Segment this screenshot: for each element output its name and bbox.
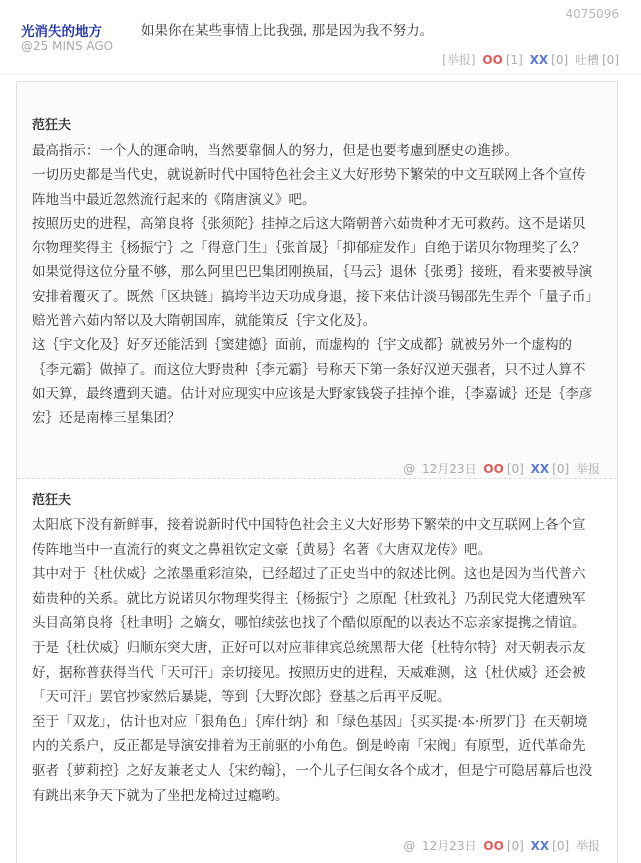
xx-button[interactable]: XX — [530, 839, 550, 853]
comment-paragraph: 如果觉得这位分量不够，那么阿里巴巴集团刚换届，｛马云｝退休｛张勇｝接班，看来要被导演安排着覆灭了。既然「区块链」搞垮半边天功成身退，接下来估计淡马锡邵先生弄个「量子币」赔光普六茹内帑以及大隋朝国库，就能策反｛宇文化及｝。 — [32, 264, 593, 330]
comment-date[interactable]: 12月23日 — [422, 839, 477, 853]
oo-count: [1] — [505, 53, 523, 67]
oo-button[interactable]: OO — [483, 462, 504, 476]
comment-body — [32, 139, 597, 431]
oo-button[interactable]: OO — [482, 53, 503, 67]
oo-count: [0] — [506, 839, 524, 853]
comment-paragraph: 至于「双龙」，估计也对应「狠角色」｛库什纳｝和「绿色基因」｛买买提·本·所罗门｝在天朝境内的关系户，反正都是导演安排着为王前驱的小角色。倒是岭南「宋阀」有原型，近代革命先驱者｛萝莉控｝之好友兼老丈人｛宋约翰｝，一个儿子仨闺女各个成才，但是宁可隐居幕后也没有跳出来争天下就为了坐把龙椅过过瘾哟。 — [32, 713, 593, 804]
comment-paragraph: 这｛宇文化及｝好歹还能活到｛窦建德｝面前，而虚构的｛宇文成都｝就被另外一个虚构的｛李元霸｝做掉了。而这位大野贵种｛李元霸｝号称天下第一条好汉逆天强者，只不过人算不如天算，最终遭到天谴。估计对应现实中应该是大野家钱袋子挂掉个谁，｛李嘉诚｝还是｛李彦宏｝还是南棒三星集团？ — [32, 337, 593, 427]
post-header — [0, 0, 641, 80]
xx-count: [0] — [551, 53, 569, 67]
report-button[interactable]: 举报 — [575, 839, 600, 853]
post-text: 如果你在某些事情上比我强, 那是因为我不努力。 — [141, 23, 434, 39]
xx-count: [0] — [552, 839, 570, 853]
divider — [0, 74, 641, 75]
comment-footer — [400, 460, 600, 477]
comment-paragraph: 其中对于｛杜伏威｝之浓墨重彩渲染，已经超过了正史当中的叙述比例。这也是因为当代普六茹贵种的关系。就比方说诺贝尔物理奖得主｛杨振宁｝之原配｛杜致礼｝乃刮民党大佬遭殃军头目高第良将｛杜聿明｝之嫡女，哪怕续弦也找了个酷似原配的以表达不忘亲家提携之情谊。 — [32, 566, 586, 632]
oo-button[interactable]: OO — [483, 839, 504, 853]
comment-paragraph: 于是｛杜伏威｝归顺东突大唐，正好可以对应菲律宾总统黑帮大佬｛杜特尔特｝对天朝表示友好，据称普获得当代「天可汗」亲切接见。按照历史的进程，天威难测，这｛杜伏威｝还会被「天可汗」罢官抄家然后暴毙，等到｛大野次郎｝登基之后再平反呢。 — [32, 639, 586, 706]
comment — [17, 82, 617, 479]
xx-button[interactable]: XX — [529, 53, 549, 67]
comment-body — [32, 513, 597, 808]
tucao-count: [0] — [602, 53, 619, 67]
comment-list — [16, 81, 618, 863]
comment-paragraph: 太阳底下没有新鲜事，接着说新时代中国特色社会主义大好形势下繁荣的中文互联网上各个宣传阵地当中一直流行的爽文之鼻祖钦定文豪｛黄易｝名著《大唐双龙传》吧。 — [32, 517, 586, 558]
post-id[interactable]: 4075096 — [565, 7, 619, 21]
comment — [17, 480, 617, 863]
comment-paragraph: 最高指示：一个人的運命呐，当然要靠個人的努力，但是也要考慮到歷史の進捗。 — [32, 143, 518, 159]
comment-author: 范狂夫 — [32, 118, 72, 133]
report-button[interactable]: [举报] — [442, 53, 476, 67]
oo-count: [0] — [506, 462, 524, 476]
report-button[interactable]: 举报 — [575, 462, 600, 476]
comment-author: 范狂夫 — [32, 493, 72, 508]
at-icon: @ — [403, 839, 416, 853]
post-actions — [439, 51, 619, 68]
post-author[interactable]: 光消失的地方 — [21, 24, 102, 40]
xx-button[interactable]: XX — [530, 462, 550, 476]
comment-paragraph: 按照历史的进程，高第良将｛张须陀｝挂掉之后这大隋朝普六茹贵种才无可救药。这不是诺贝尔物理奖得主｛杨振宁｝之「得意门生」｛张首晟｝「抑郁症发作」自绝于诺贝尔物理奖了么？ — [32, 215, 586, 257]
at-icon: @ — [403, 462, 416, 476]
xx-count: [0] — [552, 462, 570, 476]
tucao-button[interactable]: 吐槽 — [574, 53, 599, 67]
comment-date[interactable]: 12月23日 — [422, 462, 477, 476]
comment-footer — [400, 837, 600, 854]
comment-paragraph: 一切历史都是当代史，就说新时代中国特色社会主义大好形势下繁荣的中文互联网上各个宣传阵地当中最近忽然流行起来的《隋唐演义》吧。 — [32, 167, 586, 208]
post-time: @25 MINS AGO — [21, 39, 114, 53]
